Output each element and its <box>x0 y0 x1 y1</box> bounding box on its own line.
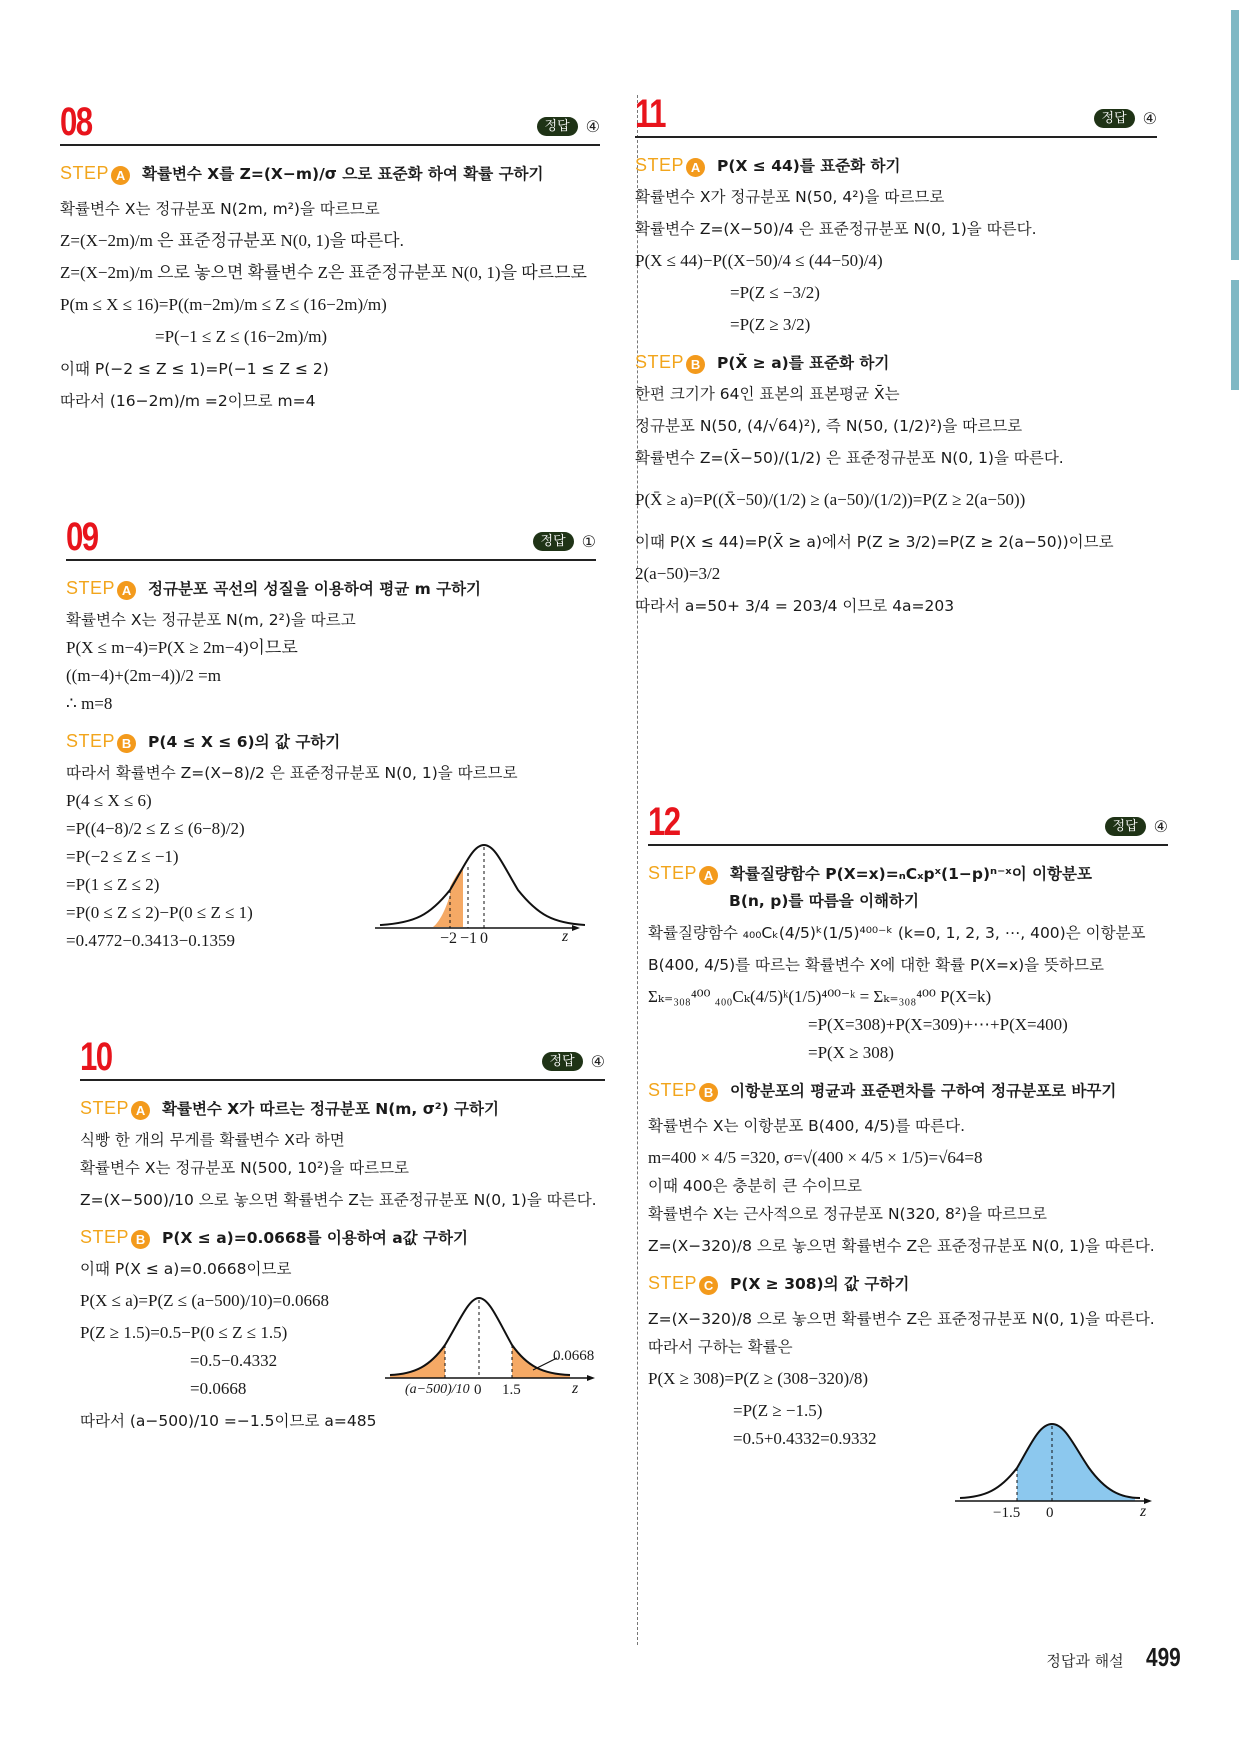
answer-value: ④ <box>1153 817 1168 836</box>
step-label: STEP <box>635 155 685 175</box>
step-label: STEP <box>635 352 685 372</box>
step-title-continued: B(n, p)를 따름을 이해하기 <box>729 892 919 910</box>
axis-label: z <box>1140 1503 1147 1520</box>
solution-line: 따라서 확률변수 Z=(X−8)/2 은 표준정규분포 N(0, 1)을 따르므로 <box>66 764 518 782</box>
solution-line: Z=(X−2m)/m 으로 놓으면 확률변수 Z은 표준정규분포 N(0, 1)을 따르므로 <box>60 263 587 282</box>
solution-line: 따라서 (a−500)/10 =−1.5이므로 a=485 <box>80 1412 377 1430</box>
solution-line: 식빵 한 개의 무게를 확률변수 X라 하면 <box>80 1131 345 1149</box>
solution-line: 2(a−50)=3/2 <box>635 564 721 583</box>
step-letter-icon: A <box>117 581 136 600</box>
axis-label: z <box>572 1380 579 1397</box>
step-c <box>648 1270 1168 1297</box>
shaded-area <box>1017 1424 1135 1501</box>
solution-line: P(X ≥ 308)=P(Z ≥ (308−320)/8) <box>648 1369 869 1388</box>
solution-line: B(400, 4/5)를 따르는 확률변수 X에 대한 확률 P(X=x)을 뜻하므로 <box>648 956 1104 974</box>
answer-value: ④ <box>590 1052 605 1071</box>
step-label: STEP <box>648 1080 698 1100</box>
step-title: 이항분포의 평균과 표준편차를 구하여 정규분포로 바꾸기 <box>730 1082 1117 1100</box>
problem-number: 10 <box>80 1035 112 1079</box>
step-label: STEP <box>80 1227 130 1247</box>
tick-label: 0 <box>1046 1505 1054 1521</box>
solution-line: 확률질량함수 ₄₀₀Cₖ(4/5)ᵏ(1/5)⁴⁰⁰⁻ᵏ (k=0, 1, 2, 3, ⋯, 400)은 이항분포 <box>648 924 1146 942</box>
axis-label: z <box>562 928 569 945</box>
page-edge-tab <box>1231 10 1239 260</box>
answer-value: ④ <box>585 117 600 136</box>
solution-line: =P(X=308)+P(X=309)+⋯+P(X=400) <box>808 1015 1068 1034</box>
solution-line: 따라서 구하는 확률은 <box>648 1338 793 1356</box>
problem-header <box>60 100 600 146</box>
solution-line: 이때 P(X ≤ a)=0.0668이므로 <box>80 1260 292 1278</box>
step-label: STEP <box>648 1273 698 1293</box>
problem-11 <box>635 92 1157 616</box>
step-label: STEP <box>60 163 110 183</box>
solution-line: Z=(X−320)/8 으로 놓으면 확률변수 Z은 표준정규분포 N(0, 1)을 따른다. <box>648 1310 1155 1328</box>
footer-label: 정답과 해설 <box>1046 1652 1124 1670</box>
solution-line: =0.4772−0.3413−0.1359 <box>66 931 236 950</box>
step-title: P(X̄ ≥ a)를 표준화 하기 <box>717 354 890 372</box>
solution-line: 이때 P(X ≤ 44)=P(X̄ ≥ a)에서 P(Z ≥ 3/2)=P(Z ≥ 2(a−50))이므로 <box>635 533 1114 551</box>
page-number: 499 <box>1145 1642 1181 1672</box>
solution-line: 이때 P(−2 ≤ Z ≤ 1)=P(−1 ≤ Z ≤ 2) <box>60 360 329 378</box>
solution-line: P(X ≤ a)=P(Z ≤ (a−500)/10)=0.0668 <box>80 1291 330 1310</box>
solution-line: P(X ≤ m−4)=P(X ≥ 2m−4)이므로 <box>66 638 298 657</box>
solution-line: =0.5−0.4332 <box>190 1351 278 1370</box>
problem-number: 09 <box>66 515 98 559</box>
step-label: STEP <box>66 731 116 751</box>
step-letter-icon: B <box>117 734 136 753</box>
step-letter-icon: B <box>686 355 705 374</box>
solution-line: =0.5+0.4332=0.9332 <box>733 1429 877 1448</box>
bell-curve <box>380 845 585 925</box>
solution-line: 확률변수 X는 근사적으로 정규분포 N(320, 8²)을 따르므로 <box>648 1205 1047 1223</box>
page-edge-tab <box>1231 280 1239 390</box>
problem-header <box>648 800 1168 846</box>
problem-number: 12 <box>648 800 680 844</box>
step-b <box>635 349 1157 376</box>
bell-curve <box>390 1298 570 1375</box>
step-letter-icon: C <box>699 1276 718 1295</box>
tick-label: −1.5 <box>993 1505 1021 1521</box>
step-letter-icon: B <box>131 1230 150 1249</box>
solution-line: 확률변수 X는 정규분포 N(m, 2²)을 따르고 <box>66 611 356 629</box>
solution-line: 확률변수 X는 정규분포 N(2m, m²)을 따르므로 <box>60 200 380 218</box>
step-a <box>648 860 1168 887</box>
step-a <box>635 152 1157 179</box>
problem-08 <box>60 100 600 411</box>
solution-line: =P(1 ≤ Z ≤ 2) <box>66 875 160 894</box>
solution-line: 확률변수 Z=(X̄−50)/(1/2) 은 표준정규분포 N(0, 1)을 따른다. <box>635 449 1064 467</box>
annotation-label: 0.0668 <box>553 1348 595 1364</box>
tick-label: 1.5 <box>502 1382 521 1398</box>
step-letter-icon: A <box>686 158 705 177</box>
solution-line: 확률변수 X는 정규분포 N(500, 10²)을 따르므로 <box>80 1159 410 1177</box>
solution-line: 확률변수 Z=(X−50)/4 은 표준정규분포 N(0, 1)을 따른다. <box>635 220 1037 238</box>
problem-header <box>635 92 1157 138</box>
step-a <box>80 1095 605 1122</box>
problem-header <box>66 515 596 561</box>
step-label: STEP <box>80 1098 130 1118</box>
step-title: P(X ≥ 308)의 값 구하기 <box>730 1275 910 1293</box>
problem-header <box>80 1035 605 1081</box>
step-title: P(X ≤ a)=0.0668를 이용하여 a값 구하기 <box>162 1229 468 1247</box>
solution-line: P(4 ≤ X ≤ 6) <box>66 791 152 810</box>
answer-badge: 정답 <box>533 532 574 551</box>
step-title: 확률질량함수 P(X=x)=ₙCₓpˣ(1−p)ⁿ⁻ˣ이 이항분포 <box>730 865 1092 883</box>
shaded-area <box>450 867 463 927</box>
solution-line: Σₖ₌₃₀₈⁴⁰⁰ ₄₀₀Cₖ(4/5)ᵏ(1/5)⁴⁰⁰⁻ᵏ = Σₖ₌₃₀₈⁴⁰⁰ P(X=k) <box>648 987 992 1006</box>
tick-label: −2 <box>440 930 458 947</box>
answer <box>533 532 596 551</box>
step-b <box>80 1224 605 1251</box>
answer <box>542 1052 605 1071</box>
page-footer <box>1046 1642 1189 1673</box>
step-title: 확률변수 X를 Z=(X−m)/σ 으로 표준화 하여 확률 구하기 <box>142 165 544 183</box>
solution-line: Z=(X−2m)/m 은 표준정규분포 N(0, 1)을 따른다. <box>60 231 404 250</box>
step-a <box>66 575 596 602</box>
solution-line: Z=(X−500)/10 으로 놓으면 확률변수 Z는 표준정규분포 N(0, 1)을 따른다. <box>80 1191 597 1209</box>
solution-line: =P(−2 ≤ Z ≤ −1) <box>66 847 179 866</box>
solution-line: =P(Z ≥ 3/2) <box>730 315 811 334</box>
solution-line: =P(−1 ≤ Z ≤ (16−2m)/m) <box>155 327 328 346</box>
tick-label: 0 <box>474 1382 482 1398</box>
solution-line: =P(X ≥ 308) <box>808 1043 894 1062</box>
answer-badge: 정답 <box>542 1052 583 1071</box>
step-letter-icon: A <box>699 866 718 885</box>
solution-line: ∴ m=8 <box>66 694 113 713</box>
tick-label: (a−500)/10 <box>405 1382 470 1397</box>
normal-curve-chart-12 <box>955 1418 1155 1518</box>
answer <box>537 117 600 136</box>
solution-line: 따라서 (16−2m)/m =2이므로 m=4 <box>60 392 316 410</box>
step-title: P(4 ≤ X ≤ 6)의 값 구하기 <box>148 733 341 751</box>
answer <box>1094 109 1157 128</box>
solution-line: m=400 × 4/5 =320, σ=√(400 × 4/5 × 1/5)=√64=8 <box>648 1148 983 1167</box>
solution-line: P(Z ≥ 1.5)=0.5−P(0 ≤ Z ≤ 1.5) <box>80 1323 288 1342</box>
answer-value: ④ <box>1142 109 1157 128</box>
answer-badge: 정답 <box>1105 817 1146 836</box>
solution-line: 확률변수 X는 이항분포 B(400, 4/5)를 따른다. <box>648 1117 966 1135</box>
solution-line: =P(Z ≤ −3/2) <box>730 283 820 302</box>
solution-line: Z=(X−320)/8 으로 놓으면 확률변수 Z은 표준정규분포 N(0, 1)을 따른다. <box>648 1237 1155 1255</box>
tick-label: −1 <box>460 930 478 947</box>
step-letter-icon: B <box>699 1083 718 1102</box>
problem-number: 11 <box>635 92 665 136</box>
solution-line: 따라서 a=50+ 3/4 = 203/4 이므로 4a=203 <box>635 597 955 615</box>
solution-line: =P((4−8)/2 ≤ Z ≤ (6−8)/2) <box>66 819 245 838</box>
tick-label: 0 <box>480 930 488 947</box>
step-title: 정규분포 곡선의 성질을 이용하여 평균 m 구하기 <box>148 580 482 598</box>
step-letter-icon: A <box>111 166 130 185</box>
solution-line: =P(0 ≤ Z ≤ 2)−P(0 ≤ Z ≤ 1) <box>66 903 253 922</box>
solution-line: 한편 크기가 64인 표본의 표본평균 X̄는 <box>635 385 900 403</box>
step-a <box>60 160 600 187</box>
solution-line: =0.0668 <box>190 1379 247 1398</box>
step-label: STEP <box>66 578 116 598</box>
step-label: STEP <box>648 863 698 883</box>
solution-line: P(X̄ ≥ a)=P((X̄−50)/(1/2) ≥ (a−50)/(1/2))=P(Z ≥ 2(a−50)) <box>635 490 1026 509</box>
answer-badge: 정답 <box>1094 109 1135 128</box>
answer <box>1105 817 1168 836</box>
step-b <box>66 728 596 755</box>
step-title: P(X ≤ 44)를 표준화 하기 <box>717 157 901 175</box>
shaded-area-left-tail <box>390 1345 445 1378</box>
step-b <box>648 1077 1168 1104</box>
answer-value: ① <box>581 532 596 551</box>
solution-line: 정규분포 N(50, (4/√64)²), 즉 N(50, (1/2)²)을 따르므로 <box>635 417 1023 435</box>
step-title: 확률변수 X가 따르는 정규분포 N(m, σ²) 구하기 <box>162 1100 499 1118</box>
answer-badge: 정답 <box>537 117 578 136</box>
problem-12 <box>648 800 1168 1449</box>
solution-line: P(X ≤ 44)−P((X−50)/4 ≤ (44−50)/4) <box>635 251 883 270</box>
solution-line: =P(Z ≥ −1.5) <box>733 1401 823 1420</box>
solution-line: 확률변수 X가 정규분포 N(50, 4²)을 따르므로 <box>635 188 945 206</box>
step-letter-icon: A <box>131 1101 150 1120</box>
solution-line: ((m−4)+(2m−4))/2 =m <box>66 666 221 685</box>
problem-number: 08 <box>60 100 92 144</box>
solution-line: P(m ≤ X ≤ 16)=P((m−2m)/m ≤ Z ≤ (16−2m)/m) <box>60 295 387 314</box>
solution-line: 이때 400은 충분히 큰 수이므로 <box>648 1177 862 1195</box>
